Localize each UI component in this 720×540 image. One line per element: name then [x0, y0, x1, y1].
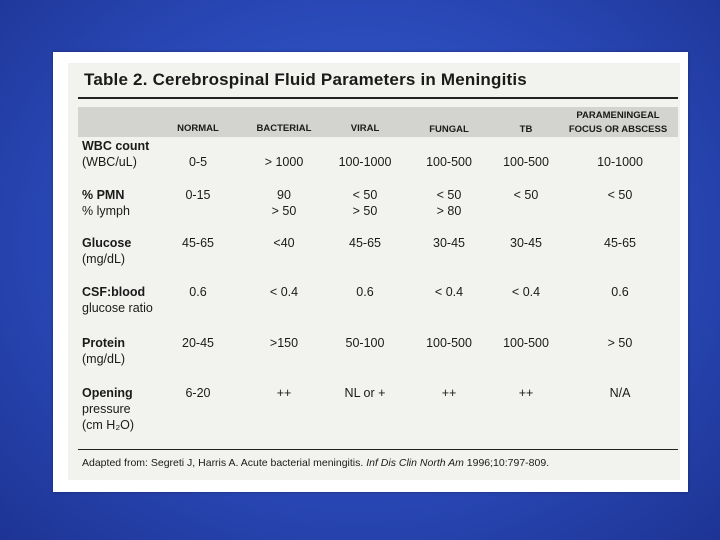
table-cell: 45-65 [604, 236, 636, 250]
bottom-rule [78, 449, 678, 450]
table-cell: 0.6 [189, 285, 207, 299]
header-fungal: FUNGAL [429, 124, 469, 135]
table-cell: > 1000 [264, 155, 304, 169]
row-label-1: Protein [82, 336, 126, 350]
table-cell: 45-65 [182, 236, 214, 250]
table-cell: 100-1000 [338, 155, 392, 169]
row-label-2: % lymph [82, 204, 130, 218]
table-cell: < 0.4 [269, 285, 299, 299]
table-cell: 6-20 [185, 386, 211, 400]
table-cell: 20-45 [182, 336, 214, 350]
table-cell: <40 [273, 236, 295, 250]
row-label-1: CSF:blood [82, 285, 146, 299]
table-cell: 100-500 [426, 336, 472, 350]
table-cell: < 0.4 [511, 285, 541, 299]
table-cell: NL or + [344, 386, 386, 400]
table-cell: 0.6 [356, 285, 374, 299]
row-label-2: (WBC/uL) [82, 155, 137, 169]
table-cell: 30-45 [510, 236, 542, 250]
table-cell: < 50 [352, 188, 378, 202]
table-cell: 50-100 [345, 336, 385, 350]
table-cell: 100-500 [503, 336, 549, 350]
top-rule [78, 97, 678, 99]
header-bacterial: BACTERIAL [256, 123, 312, 134]
table-title: Table 2. Cerebrospinal Fluid Parameters in Meningitis [84, 70, 527, 89]
row-label-1: Glucose [82, 236, 132, 250]
table-cell: ++ [276, 386, 292, 400]
table-cell: < 50 [513, 188, 539, 202]
table-footer [82, 457, 549, 469]
table-cell: 0-5 [188, 155, 208, 169]
table-cell: 10-1000 [597, 155, 643, 169]
table-document [68, 63, 680, 480]
table-cell: N/A [609, 386, 631, 400]
row-label-2: glucose ratio [82, 301, 153, 315]
table-cell: >150 [269, 336, 299, 350]
table-cell: ++ [518, 386, 534, 400]
header-tb: TB [519, 124, 533, 135]
table-cell: 45-65 [349, 236, 381, 250]
header-viral: VIRAL [350, 123, 380, 134]
table-cell: < 50 [607, 188, 633, 202]
table-cell: > 80 [436, 204, 462, 218]
table-cell: > 50 [352, 204, 378, 218]
table-cell: 90 [277, 188, 291, 202]
table-cell: > 50 [271, 204, 297, 218]
footer-citation: Adapted from: Segreti J, Harris A. Acute bacterial meningitis. [82, 457, 364, 469]
table-cell: 0-15 [185, 188, 211, 202]
row-label-1: Opening [82, 386, 133, 400]
table-cell: 100-500 [503, 155, 549, 169]
table-cell: 30-45 [433, 236, 465, 250]
row-label-2: (mg/dL) [82, 252, 126, 266]
table-cell: ++ [441, 386, 457, 400]
table-cell: < 50 [436, 188, 462, 202]
row-label-1: WBC count [82, 139, 150, 153]
table-cell: 0.6 [611, 285, 629, 299]
footer-journal: Inf Dis Clin North Am [366, 457, 464, 469]
row-label-1: % PMN [82, 188, 125, 202]
table-cell: 100-500 [426, 155, 472, 169]
header-parameningeal: PARAMENINGEAL [576, 110, 660, 121]
row-label-2: pressure [82, 402, 131, 416]
header-focus-abscess: FOCUS OR ABSCESS [568, 124, 668, 135]
table-cell: < 0.4 [434, 285, 464, 299]
row-label-2: (mg/dL) [82, 352, 126, 366]
table-cell: > 50 [607, 336, 633, 350]
row-label-3: (cm H₂O) [82, 418, 135, 432]
footer-citation-details: 1996;10:797-809. [466, 457, 550, 469]
header-normal: NORMAL [177, 123, 219, 134]
